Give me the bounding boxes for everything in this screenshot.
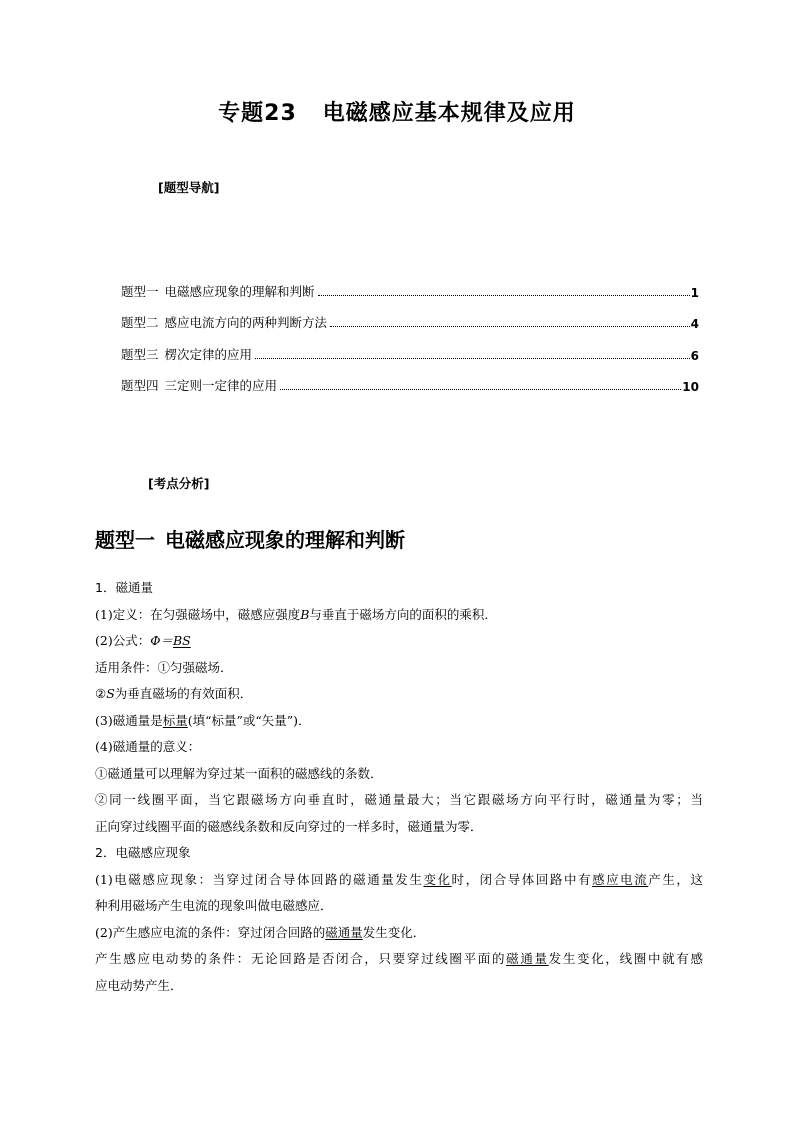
toc-page-number: 10 bbox=[682, 380, 699, 394]
toc-leader bbox=[255, 358, 690, 359]
table-of-contents bbox=[121, 268, 699, 394]
paragraph-line: (2)产生感应电流的条件：穿过闭合回路的磁通量发生变化． bbox=[95, 924, 426, 940]
toc-item-text: 感应电流方向的两种判断方法 bbox=[164, 315, 328, 330]
section-heading bbox=[95, 524, 405, 553]
nav-heading: [题型导航] bbox=[158, 180, 220, 195]
content-body bbox=[95, 575, 703, 999]
answer-blank: 标量 bbox=[162, 712, 188, 728]
paragraph-line: (1)定义：在匀强磁场中，磁感应强度B与垂直于磁场方向的面积的乘积． bbox=[95, 606, 497, 622]
paragraph-line: 应电动势产生． bbox=[95, 977, 183, 993]
formula-bs: BS bbox=[172, 633, 191, 648]
symbol-s: S bbox=[106, 686, 115, 701]
toc-item-label: 题型一 bbox=[121, 283, 159, 299]
paragraph-line: ②S为垂直磁场的有效面积． bbox=[95, 686, 253, 701]
toc-leader bbox=[330, 326, 690, 327]
page-title bbox=[0, 96, 794, 127]
title-text: 电磁感应基本规律及应用 bbox=[322, 101, 576, 126]
answer-blank: 变化 bbox=[423, 871, 452, 887]
toc-item-label: 题型四 bbox=[121, 378, 159, 393]
toc-page-number: 6 bbox=[690, 348, 699, 363]
toc-item-label: 题型三 bbox=[121, 346, 159, 362]
paragraph-line: ②同一线圈平面，当它跟磁场方向垂直时，磁通量最大；当它跟磁场方向平行时，磁通量为零；当 bbox=[95, 792, 703, 807]
paragraph-line: (4)磁通量的意义： bbox=[95, 739, 201, 754]
paragraph-line: 适用条件：①匀强磁场． bbox=[95, 659, 233, 675]
paragraph-line: 种利用磁场产生电流的现象叫做电磁感应． bbox=[95, 898, 333, 913]
answer-blank: 感应电流 bbox=[592, 871, 649, 887]
subheading-induction: 2．电磁感应现象 bbox=[95, 845, 191, 860]
paragraph-line: 产生感应电动势的条件：无论回路是否闭合，只要穿过线圈平面的磁通量发生变化，线圈中就有感 bbox=[95, 951, 703, 966]
toc-item-text: 三定则一定律的应用 bbox=[164, 378, 278, 393]
toc-item[interactable] bbox=[121, 268, 699, 300]
toc-item-text: 电磁感应现象的理解和判断 bbox=[164, 283, 315, 299]
title-number: 专题23 bbox=[218, 101, 297, 126]
toc-page-number: 1 bbox=[690, 285, 699, 300]
toc-leader bbox=[318, 295, 690, 296]
section-label: 题型一 bbox=[95, 528, 155, 552]
formula-phi: Φ＝ bbox=[150, 633, 173, 648]
paragraph-line: (2)公式：Φ＝BS bbox=[95, 633, 191, 648]
subheading-flux: 1．磁通量 bbox=[95, 580, 153, 595]
section-text: 电磁感应现象的理解和判断 bbox=[165, 528, 405, 552]
paragraph-line: (3)磁通量是标量(填“标量”或“矢量”)． bbox=[95, 712, 311, 728]
toc-leader bbox=[280, 389, 681, 390]
toc-item-label: 题型二 bbox=[121, 315, 159, 330]
answer-blank: 磁通量 bbox=[506, 951, 549, 966]
toc-page-number: 4 bbox=[690, 317, 699, 331]
paragraph-line: (1)电磁感应现象：当穿过闭合导体回路的磁通量发生变化时，闭合导体回路中有感应电流产生，这 bbox=[95, 871, 703, 887]
paragraph-line: ①磁通量可以理解为穿过某一面积的磁感线的条数． bbox=[95, 765, 383, 781]
analysis-heading: [考点分析] bbox=[148, 476, 210, 491]
toc-item[interactable] bbox=[121, 363, 699, 395]
toc-item[interactable] bbox=[121, 300, 699, 332]
symbol-b: B bbox=[300, 606, 310, 622]
paragraph-line: 正向穿过线圈平面的磁感线条数和反向穿过的一样多时，磁通量为零． bbox=[95, 818, 483, 834]
toc-item[interactable] bbox=[121, 331, 699, 363]
toc-item-text: 楞次定律的应用 bbox=[164, 346, 253, 362]
answer-blank: 磁通量 bbox=[325, 924, 363, 940]
